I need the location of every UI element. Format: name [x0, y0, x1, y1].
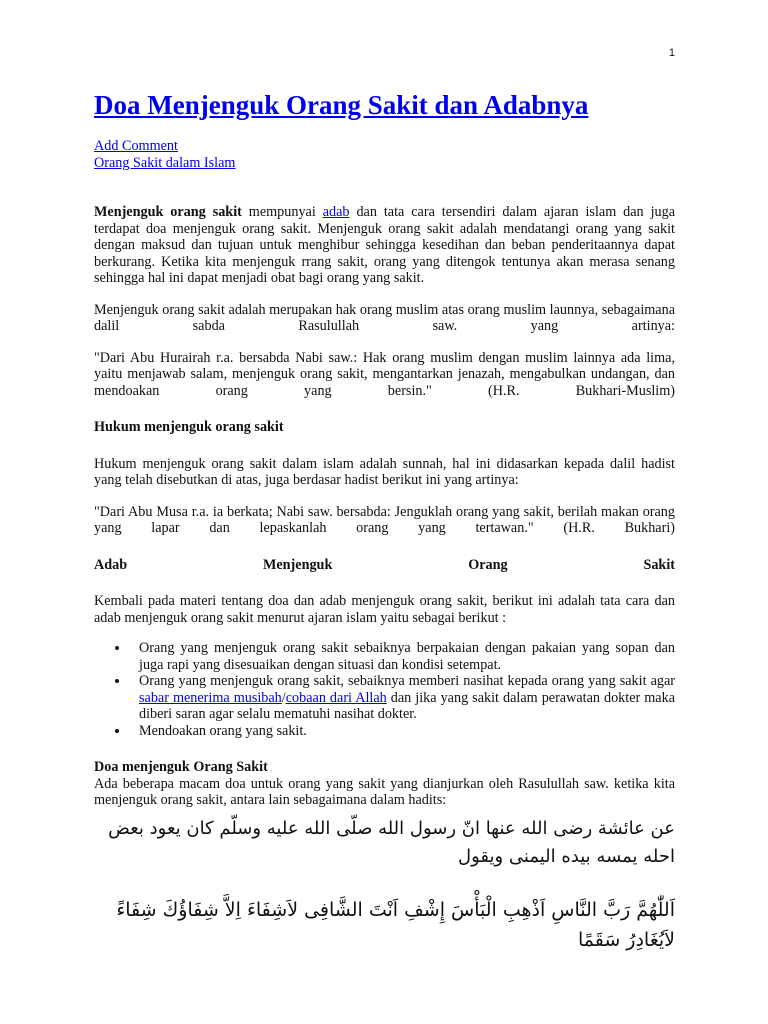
link-separator: / [281, 689, 286, 706]
intro-bold-lead: Menjenguk orang sakit [94, 204, 242, 220]
list-item-text: Orang yang menjenguk orang sakit, sebaiknya memberi nasihat kepada orang yang sakit agar [139, 673, 675, 689]
article [94, 89, 675, 955]
intro-paragraph [94, 204, 675, 287]
doa-heading: Doa menjenguk Orang Sakit [94, 759, 268, 775]
hukum-paragraph: Hukum menjenguk orang sakit dalam islam adalah sunnah, hal ini didasarkan kepada dalil hadist yang telah disebutkan di atas, juga berdasar hadist berikut ini yang artinya: [94, 455, 675, 488]
list-item-text: dan jika yang sakit dalam perawatan dokter maka diberi saran agar selalu mematuhi nasihat dokter. [139, 689, 675, 722]
list-item-text: Orang yang menjenguk orang sakit sebaiknya berpakaian dengan pakaian yang sopan dan juga rapi yang disesuaikan dengan situasi dan kondisi setempat. [139, 640, 675, 673]
sabar-musibah-link[interactable]: sabar menerima musibah [139, 689, 282, 706]
arabic-hadith-text: عن عائشة رضى الله عنها انّ رسول الله صلّى الله عليه وسلّم كان يعود بعض احله يمسه بيده اليمنى ويقول [108, 817, 675, 867]
adab-paragraph: Kembali pada materi tentang doa dan adab menjenguk orang sakit, berikut ini adalah tata cara dan adab menjenguk orang sakit menurut ajaran islam yaitu sebagai berikut : [94, 593, 675, 626]
cobaan-allah-link[interactable]: cobaan dari Allah [285, 689, 387, 706]
adab-heading-word: Menjenguk [262, 556, 333, 573]
hukum-heading: Hukum menjenguk orang sakit [94, 419, 284, 435]
abu-musa-quote: "Dari Abu Musa r.a. ia berkata; Nabi saw. bersabda: Jenguklah orang yang sakit, berilah makan orang yang lapar dan lepaskanlah orang yang tertawan." (H.R. Bukhari) [94, 503, 675, 536]
abu-hurairah-quote: "Dari Abu Hurairah r.a. bersabda Nabi saw.: Hak orang muslim dengan muslim lainnya ada lima, yaitu menjawab salam, menjenguk orang sakit, mengantarkan jenazah, mengabulkan undangan, dan mendoakan orang yang bersin." (H.R. Bukhari-Muslim) [94, 349, 675, 399]
arabic-doa-text: اَللّٰهُمَّ رَبَّ النَّاسِ اَذْهِبِ الْبَأْسَ إِشْفِ اَنْتَ الشَّافِى لاَشِفَاءَ اِلاَّ شِفَاؤُكَ شِفَاءً لاَيُغَادِرُ سَقَمًا [116, 898, 675, 951]
page-number: 1 [668, 47, 675, 59]
adab-list [94, 640, 675, 739]
adab-link[interactable]: adab [322, 204, 350, 220]
add-comment-link[interactable]: Add Comment [94, 138, 178, 154]
adab-heading-word: Adab [94, 556, 128, 573]
intro-text-2: dan tata cara tersendiri dalam ajaran islam dan juga terdapat doa menjenguk orang sakit. Menjenguk orang sakit adalah mendatangi orang yang sakit dengan maksud dan tujuan untuk menghibur sehingga kesedihan dan beban penderitaannya dapat berkurang. Ketika kita menjenguk rrang sakit, orang yang ditengok tentunya akan merasa senang sehingga hal ini dapat menjadi obat bagi orang yang sakit. [94, 204, 675, 286]
list-item-text: Mendoakan orang yang sakit. [139, 722, 307, 739]
adab-heading-word: Sakit [643, 556, 675, 573]
list-item [94, 640, 675, 673]
adab-heading-word: Orang [468, 556, 508, 573]
adab-heading [94, 557, 675, 574]
intro-text-1: mempunyai [241, 204, 323, 220]
list-item [94, 723, 675, 740]
list-item [94, 673, 675, 723]
category-link[interactable]: Orang Sakit dalam Islam [94, 154, 236, 171]
post-meta [94, 138, 675, 171]
hak-paragraph: Menjenguk orang sakit adalah merupakan hak orang muslim atas orang muslim launnya, sebagaimana dalil sabda Rasulullah saw. yang artinya: [94, 301, 675, 334]
page-title[interactable]: Doa Menjenguk Orang Sakit dan Adabnya [94, 90, 589, 120]
doa-paragraph: Ada beberapa macam doa untuk orang yang sakit yang dianjurkan oleh Rasulullah saw. ketika kita menjenguk orang sakit, antara lain sebagaimana dalam hadits: [94, 775, 675, 808]
